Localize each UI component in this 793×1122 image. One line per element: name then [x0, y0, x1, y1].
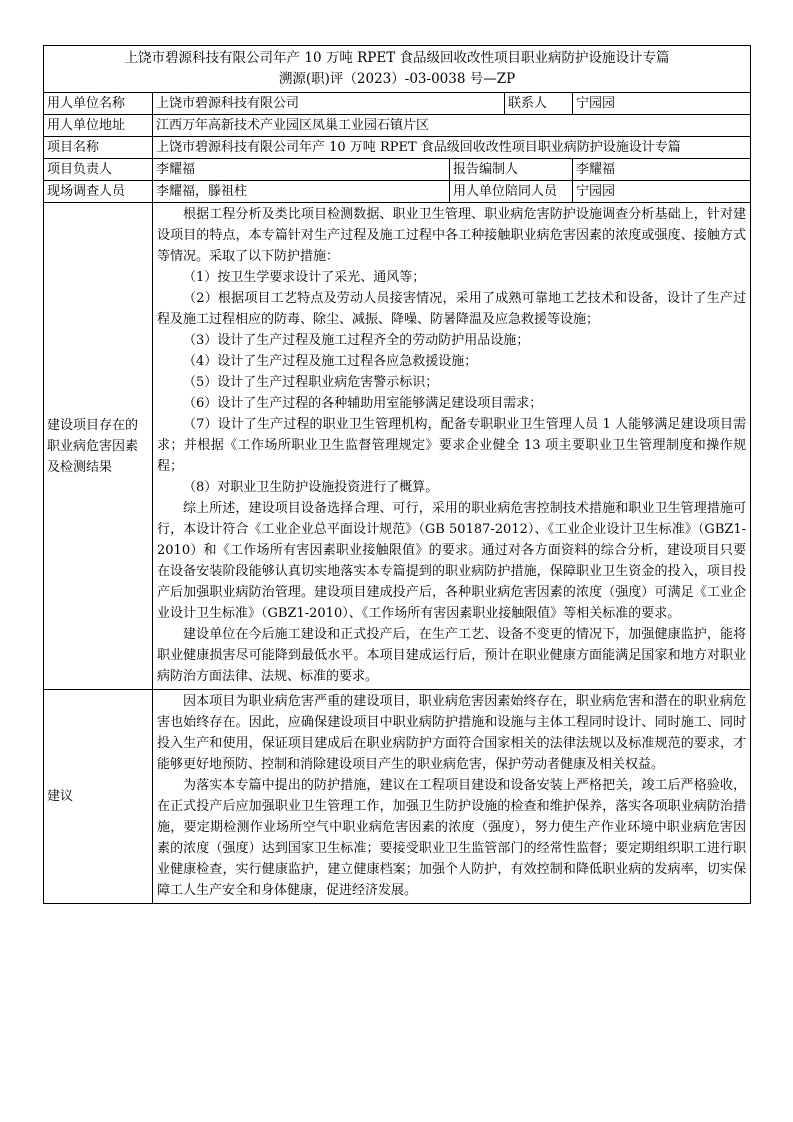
escort-value: 宁园园 [573, 181, 751, 203]
compiler-label: 报告编制人 [450, 159, 573, 181]
compiler-value: 李耀福 [573, 159, 751, 181]
unit-address-value: 江西万年高新技术产业园区凤巢工业园石镇片区 [153, 115, 751, 137]
hazards-paragraph: （5）设计了生产过程职业病危害警示标识； [183, 375, 439, 390]
project-lead-label: 项目负责人 [44, 159, 153, 181]
unit-address-label: 用人单位地址 [44, 115, 153, 137]
suggestions-paragraph: 为落实本专篇中提出的防护措施，建议在工程项目建设和设备安装上严格把关，竣工后严格验收，在正式投产后应加强职业卫生管理工作，加强卫生防护设施的检查和维护保养，落实各项职业病防治措施，要定期检测作业场所空气中职业病危害因素的浓度（强度），努力使生产作业环境中职业病危害因素的浓度（强度）达到国家卫生标准；要接受职业卫生监管部门的经常性监督；要定期组织职工进行职业健康检查，实行健康监护，建立健康档案；加强个人防护，有效控制和降低职业病的发病率，切实保障工人生产安全和身体健康，促进经济发展。 [157, 778, 747, 898]
project-name-row [44, 137, 751, 159]
contact-value: 宁园园 [573, 93, 751, 115]
report-number: 溯源(职)评（2023）-03-0038 号—ZP [278, 71, 516, 87]
project-name-value: 上饶市碧源科技有限公司年产 10 万吨 RPET 食品级回收改性项目职业病防护设施设计专篇 [153, 137, 751, 159]
survey-row [44, 181, 751, 203]
document-title [44, 46, 751, 93]
unit-name-row [44, 93, 751, 115]
hazards-label: 建设项目存在的职业病危害因素及检测结果 [44, 203, 153, 690]
hazards-paragraph: （7）设计了生产过程的职业卫生管理机构，配备专职职业卫生管理人员 1 人能够满足建设项目需求；并根据《工作场所职业卫生监督管理规定》要求企业健全 13 项主要职业卫生管理制度和操作规程； [157, 417, 747, 474]
hazards-paragraph: 综上所述，建设项目设备选择合理、可行，采用的职业病危害控制技术措施和职业卫生管理措施可行，本设计符合《工业企业总平面设计规范》（GB 50187-2012）、《工业企业设计卫生标准》（GBZ1-2010）和《工作场所有害因素职业接触限值》的要求。通过对各方面资料的综合分析，建设项目只要在设备安装阶段能够认真切实地落实本专篇提到的职业病防护措施，保障职业卫生资金的投入，项目投产后加强职业病防治管理。建设项目建成投产后，各种职业病危害因素的浓度（强度）可满足《工业企业设计卫生标准》（GBZ1-2010）、《工作场所有害因素职业接触限值》等相关标准的要求。 [157, 501, 747, 621]
unit-address-row [44, 115, 751, 137]
hazards-paragraph: （2）根据项目工艺特点及劳动人员接害情况，采用了成熟可靠地工艺技术和设备，设计了生产过程及施工过程相应的防毒、除尘、减振、降噪、防暑降温及应急救援等设施； [157, 291, 747, 327]
hazards-paragraph: 根据工程分析及类比项目检测数据、职业卫生管理、职业病危害防护设施调查分析基础上，针对建设项目的特点，本专篇针对生产过程及施工过程中各工种接触职业病危害因素的浓度或强度、接触方式等情况。采取了以下防护措施： [157, 207, 747, 264]
assessment-form [43, 45, 750, 904]
project-name-label: 项目名称 [44, 137, 153, 159]
form-table [43, 45, 751, 904]
hazards-paragraph: （1）按卫生学要求设计了采光、通风等； [183, 270, 426, 285]
title-line-1: 上饶市碧源科技有限公司年产 10 万吨 RPET 食品级回收改性项目职业病防护设施设计专篇 [124, 50, 670, 66]
survey-value: 李耀福，滕祖柱 [153, 181, 450, 203]
suggestions-content [153, 690, 751, 904]
suggestions-paragraph: 因本项目为职业病危害严重的建设项目，职业病危害因素始终存在，职业病危害和潜在的职业病危害也始终存在。因此，应确保建设项目中职业病防护措施和设施与主体工程同时设计、同时施工、同时投入生产和使用，保证项目建成后在职业病防护方面符合国家相关的法律法规以及标准规范的要求，才能够更好地预防、控制和消除建设项目产生的职业病危害，保护劳动者健康及相关权益。 [157, 694, 747, 772]
hazards-paragraph: （4）设计了生产过程及施工过程各应急救援设施； [183, 354, 478, 369]
hazards-paragraph: 建设单位在今后施工建设和正式投产后，在生产工艺、设备不变更的情况下，加强健康监护，能将职业健康损害尽可能降到最低水平。本项目建成运行后，预计在职业健康方面能满足国家和地方对职业病防治方面法律、法规、标准的要求。 [157, 627, 747, 684]
hazards-content [153, 203, 751, 690]
contact-label: 联系人 [505, 93, 573, 115]
unit-name-label: 用人单位名称 [44, 93, 153, 115]
suggestions-label: 建议 [44, 690, 153, 904]
unit-name-value: 上饶市碧源科技有限公司 [153, 93, 505, 115]
project-lead-row [44, 159, 751, 181]
hazards-row [44, 203, 751, 690]
project-lead-value: 李耀福 [153, 159, 450, 181]
survey-label: 现场调查人员 [44, 181, 153, 203]
hazards-paragraph: （6）设计了生产过程的各种辅助用室能够满足建设项目需求； [183, 396, 543, 411]
hazards-paragraph: （8）对职业卫生防护设施投资进行了概算。 [183, 480, 439, 495]
hazards-paragraph: （3）设计了生产过程及施工过程齐全的劳动防护用品设施； [183, 333, 530, 348]
suggestions-row [44, 690, 751, 904]
escort-label: 用人单位陪同人员 [450, 181, 573, 203]
title-row [44, 46, 751, 93]
